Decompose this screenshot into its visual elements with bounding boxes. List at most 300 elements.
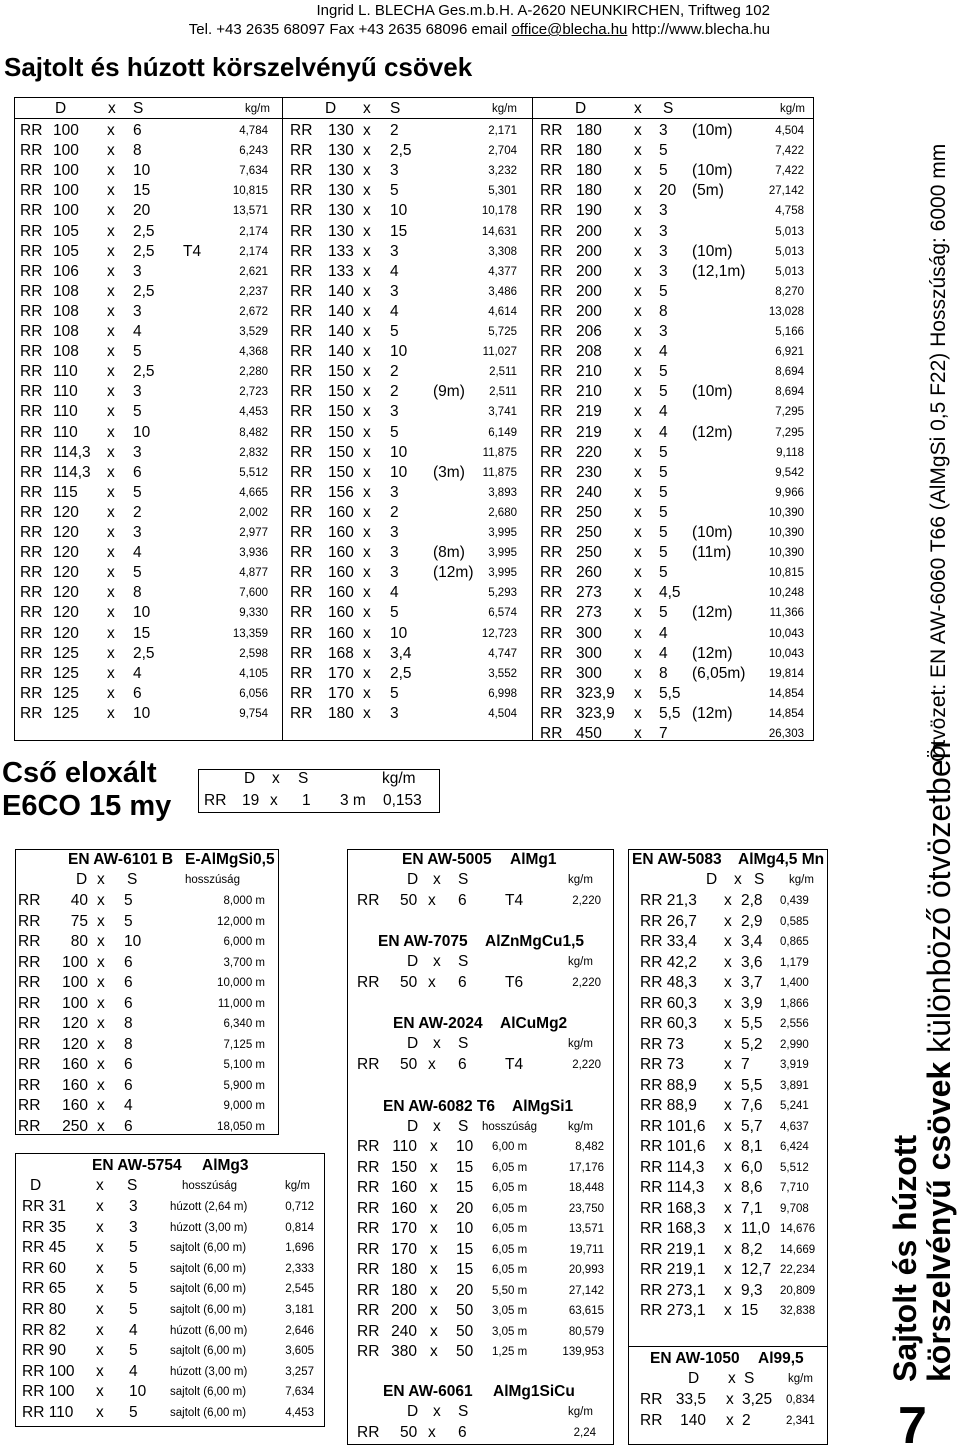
row-thickness: 8 bbox=[133, 584, 142, 602]
table-cell: x bbox=[724, 1076, 732, 1094]
row-x: x bbox=[363, 242, 371, 260]
column-header: D bbox=[407, 871, 419, 888]
row-thickness: 10 bbox=[390, 624, 408, 642]
row-prefix: RR bbox=[540, 684, 563, 702]
table-cell: 9,3 bbox=[741, 1281, 763, 1299]
row-thickness: 6 bbox=[133, 463, 142, 481]
row-weight: 9,118 bbox=[776, 446, 804, 459]
column-header: S bbox=[458, 871, 469, 888]
row-weight: 4,368 bbox=[239, 346, 268, 359]
table-cell: RR bbox=[357, 1199, 380, 1217]
row-weight: 3,529 bbox=[239, 326, 268, 338]
row-note: (12m) bbox=[692, 644, 733, 662]
table-cell: 3 bbox=[129, 1198, 138, 1215]
row-thickness: 2 bbox=[390, 503, 399, 521]
row-diameter: 120 bbox=[53, 544, 79, 562]
anodized-spec: E6CO 15 my bbox=[2, 790, 172, 822]
row-x: x bbox=[634, 182, 642, 200]
row-weight: 11,875 bbox=[482, 446, 517, 459]
table-cell: x bbox=[96, 1342, 104, 1360]
row-thickness: 3 bbox=[390, 524, 399, 541]
table-cell: RR bbox=[357, 1138, 380, 1155]
row-weight: 10,390 bbox=[768, 527, 804, 539]
row-thickness: 4 bbox=[390, 302, 399, 320]
table-cell: RR 82 bbox=[22, 1321, 66, 1339]
row-diameter: 130 bbox=[328, 122, 354, 139]
row-thickness: 3 bbox=[659, 262, 668, 280]
row-diameter: 168 bbox=[328, 644, 354, 662]
table-cell: RR 168,3 bbox=[640, 1199, 706, 1217]
table-cell: 2,556 bbox=[780, 1018, 809, 1030]
footer-title-line1: Sajtolt és húzott bbox=[887, 1134, 923, 1382]
row-weight: 2,977 bbox=[239, 527, 268, 539]
table-cell: x bbox=[430, 1179, 438, 1196]
table-cell: 0,834 bbox=[786, 1394, 815, 1406]
row-diameter: 125 bbox=[53, 644, 79, 662]
row-x: x bbox=[634, 423, 642, 441]
row-prefix: RR bbox=[540, 222, 563, 240]
row-weight: 4,665 bbox=[239, 486, 268, 499]
row-diameter: 108 bbox=[53, 302, 79, 320]
table-cell: RR bbox=[357, 1322, 380, 1340]
row-thickness: 4,5 bbox=[659, 584, 681, 602]
column-header: x bbox=[634, 100, 642, 117]
table-title: EN AW-5083 bbox=[632, 851, 722, 868]
row-weight: 7,295 bbox=[775, 406, 804, 419]
row-prefix: RR bbox=[20, 182, 43, 200]
table-cell: x bbox=[724, 1158, 732, 1176]
row-thickness: 3 bbox=[390, 544, 399, 562]
row-weight: 14,631 bbox=[481, 225, 517, 238]
row-prefix: RR bbox=[20, 483, 43, 501]
table-cell: RR 33,4 bbox=[640, 933, 697, 950]
row-weight: 5,512 bbox=[239, 466, 268, 479]
table-cell: húzott (3,00 m) bbox=[170, 1365, 248, 1378]
row-x: x bbox=[634, 323, 642, 340]
row-prefix: RR bbox=[20, 684, 43, 702]
row-prefix: RR bbox=[540, 544, 563, 562]
table-cell: 1,25 m bbox=[492, 1346, 528, 1358]
table-cell: 110 bbox=[392, 1138, 417, 1155]
row-prefix: RR bbox=[20, 443, 43, 461]
row-note: (12m) bbox=[692, 604, 733, 622]
table-cell: RR 110 bbox=[22, 1404, 74, 1421]
row-x: x bbox=[634, 302, 642, 320]
table-cell: 20,993 bbox=[568, 1264, 604, 1276]
table-cell: RR bbox=[357, 1281, 380, 1299]
table-cell: húzott (2,64 m) bbox=[170, 1201, 248, 1213]
row-thickness: 10 bbox=[390, 202, 408, 220]
table-cell: x bbox=[724, 892, 732, 909]
row-x: x bbox=[107, 503, 115, 521]
row-note: (10m) bbox=[692, 242, 733, 260]
table-cell: RR 168,3 bbox=[640, 1220, 706, 1237]
row-x: x bbox=[107, 182, 115, 200]
row-x: x bbox=[363, 222, 371, 240]
row-diameter: 150 bbox=[328, 403, 354, 421]
row-thickness: 5 bbox=[390, 604, 399, 622]
row-prefix: RR bbox=[20, 584, 43, 602]
table-cell: x bbox=[97, 1056, 105, 1073]
row-diameter: 108 bbox=[53, 282, 79, 300]
row-diameter: 206 bbox=[576, 323, 602, 340]
table-cell: RR 273,1 bbox=[640, 1281, 706, 1299]
row-x: x bbox=[107, 222, 115, 240]
table-title: EN AW-2024 bbox=[393, 1015, 483, 1032]
row-x: x bbox=[107, 282, 115, 300]
header-divider bbox=[14, 118, 814, 119]
row-thickness: 5 bbox=[390, 323, 399, 340]
table-cell: 3,6 bbox=[741, 953, 763, 971]
row-thickness: 5 bbox=[133, 343, 142, 361]
table-cell: x bbox=[96, 1218, 104, 1236]
row-note: (12,1m) bbox=[692, 262, 746, 280]
table-cell: x bbox=[430, 1343, 438, 1360]
row-thickness: 8 bbox=[659, 664, 668, 682]
table-alloy: AlZnMgCu1,5 bbox=[485, 933, 585, 950]
row-x: x bbox=[107, 604, 115, 622]
column-header: hosszúság bbox=[482, 1121, 537, 1133]
row-x: x bbox=[107, 664, 115, 682]
row-prefix: RR bbox=[290, 363, 313, 381]
row-thickness: 10 bbox=[390, 463, 408, 481]
table-cell: 6 bbox=[458, 1056, 467, 1073]
row-diameter: 210 bbox=[576, 383, 602, 401]
table-cell: 5 bbox=[129, 1280, 138, 1298]
row-weight: 10,043 bbox=[768, 627, 804, 640]
table-cell: 40 bbox=[70, 892, 88, 909]
table-cell: 1,866 bbox=[780, 997, 809, 1010]
table-cell: x bbox=[724, 912, 732, 930]
row-weight: 10,815 bbox=[768, 567, 804, 580]
row-thickness: 5 bbox=[659, 604, 668, 622]
row-weight: 2,171 bbox=[488, 125, 517, 137]
table-cell: 63,615 bbox=[568, 1305, 604, 1317]
row-prefix: RR bbox=[540, 584, 563, 602]
anodized-cell: RR bbox=[204, 792, 227, 809]
row-diameter: 106 bbox=[53, 262, 79, 280]
table-cell: 7,125 m bbox=[223, 1038, 265, 1051]
row-prefix: RR bbox=[20, 302, 43, 320]
row-diameter: 200 bbox=[576, 222, 602, 240]
table-cell: x bbox=[428, 1056, 436, 1073]
email-link[interactable]: office@blecha.hu bbox=[511, 21, 628, 38]
row-thickness: 3 bbox=[390, 483, 399, 501]
row-weight: 5,166 bbox=[775, 326, 804, 338]
table-cell: 50 bbox=[456, 1322, 474, 1340]
row-weight: 5,301 bbox=[488, 185, 517, 198]
column-header: x bbox=[433, 871, 441, 888]
row-x: x bbox=[634, 262, 642, 280]
row-weight: 19,814 bbox=[768, 667, 804, 680]
row-thickness: 4 bbox=[390, 584, 399, 602]
table-cell: 9,708 bbox=[780, 1202, 809, 1215]
row-x: x bbox=[107, 122, 115, 139]
row-x: x bbox=[634, 383, 642, 401]
row-thickness: 3 bbox=[133, 302, 142, 320]
row-weight: 27,142 bbox=[768, 185, 804, 198]
table-cell: 8,1 bbox=[741, 1138, 763, 1155]
row-thickness: 20 bbox=[659, 182, 677, 200]
row-thickness: 3 bbox=[133, 262, 142, 280]
table-cell: 2 bbox=[742, 1411, 751, 1429]
table-cell: 4 bbox=[129, 1362, 138, 1380]
table-cell: RR 48,3 bbox=[640, 974, 697, 991]
row-diameter: 150 bbox=[328, 463, 354, 481]
table-cell: 6 bbox=[458, 1424, 467, 1441]
table-cell: RR bbox=[18, 933, 41, 950]
row-thickness: 2,5 bbox=[133, 222, 155, 240]
table-cell: RR 65 bbox=[22, 1280, 66, 1298]
table-cell: RR 73 bbox=[640, 1056, 684, 1073]
row-diameter: 208 bbox=[576, 343, 602, 361]
row-diameter: 260 bbox=[576, 564, 602, 582]
table-cell: x bbox=[430, 1138, 438, 1155]
table-cell: 5,5 bbox=[741, 1015, 763, 1032]
row-prefix: RR bbox=[290, 222, 313, 240]
row-weight: 11,366 bbox=[769, 607, 804, 620]
row-note: (6,05m) bbox=[692, 664, 746, 682]
table-cell: 6,05 m bbox=[492, 1161, 528, 1174]
row-thickness: 5 bbox=[659, 363, 668, 381]
row-thickness: 2,5 bbox=[133, 644, 155, 662]
row-prefix: RR bbox=[20, 463, 43, 481]
row-weight: 3,552 bbox=[488, 667, 517, 680]
table-cell: 0,814 bbox=[285, 1221, 314, 1234]
table-cell: 140 bbox=[680, 1411, 706, 1429]
row-thickness: 3 bbox=[390, 564, 399, 582]
row-weight: 4,614 bbox=[488, 305, 517, 318]
column-header: kg/m bbox=[285, 1180, 310, 1192]
row-prefix: RR bbox=[20, 343, 43, 361]
web-link[interactable]: http://www.blecha.hu bbox=[627, 21, 770, 38]
row-thickness: 8 bbox=[133, 142, 142, 160]
row-x: x bbox=[363, 684, 371, 702]
table-cell: 3,25 bbox=[742, 1391, 773, 1408]
row-prefix: RR bbox=[20, 383, 43, 401]
row-thickness: 10 bbox=[390, 343, 408, 361]
table-cell: RR bbox=[18, 1035, 41, 1053]
row-prefix: RR bbox=[290, 644, 313, 662]
row-thickness: 3 bbox=[133, 443, 142, 461]
table-cell: RR 88,9 bbox=[640, 1097, 697, 1114]
column-header: x bbox=[272, 770, 280, 787]
row-diameter: 150 bbox=[328, 383, 354, 401]
row-prefix: RR bbox=[20, 624, 43, 642]
row-weight: 5,013 bbox=[775, 225, 804, 238]
row-thickness: 5 bbox=[133, 564, 142, 582]
table-cell: RR 114,3 bbox=[640, 1158, 705, 1176]
column-header: D bbox=[575, 100, 587, 117]
table-cell: 50 bbox=[400, 1424, 418, 1441]
table-cell: 3,919 bbox=[780, 1059, 809, 1071]
table-cell: x bbox=[724, 1097, 732, 1114]
row-thickness: 5 bbox=[390, 684, 399, 702]
row-x: x bbox=[107, 302, 115, 320]
column-header: hosszúság bbox=[185, 874, 240, 886]
row-thickness: 3 bbox=[659, 323, 668, 340]
row-diameter: 273 bbox=[576, 584, 602, 602]
table-cell: 200 bbox=[391, 1302, 417, 1319]
row-diameter: 140 bbox=[328, 302, 354, 320]
column-header: kg/m bbox=[568, 874, 593, 886]
table-cell: x bbox=[724, 1179, 732, 1196]
anodized-label: Cső eloxált bbox=[2, 757, 157, 789]
table-cell: RR 101,6 bbox=[640, 1138, 706, 1155]
row-diameter: 300 bbox=[576, 664, 602, 682]
table-alloy: AlMg1 bbox=[510, 851, 557, 868]
table-cell: x bbox=[726, 1411, 734, 1429]
row-x: x bbox=[363, 443, 371, 461]
row-x: x bbox=[363, 403, 371, 421]
table-cell: x bbox=[97, 994, 105, 1012]
row-prefix: RR bbox=[540, 604, 563, 622]
table-cell: 5 bbox=[129, 1259, 138, 1277]
row-prefix: RR bbox=[290, 142, 313, 160]
row-diameter: 125 bbox=[53, 704, 79, 722]
row-diameter: 160 bbox=[328, 624, 354, 642]
table-cell: 6,05 m bbox=[492, 1202, 528, 1215]
row-diameter: 300 bbox=[576, 624, 602, 642]
row-x: x bbox=[363, 544, 371, 562]
table-cell: 250 bbox=[62, 1117, 88, 1135]
row-thickness: 4 bbox=[390, 262, 399, 280]
table-cell: sajtolt (6,00 m) bbox=[170, 1345, 247, 1358]
row-weight: 13,359 bbox=[232, 627, 268, 640]
column-header: S bbox=[390, 100, 401, 117]
row-diameter: 273 bbox=[576, 604, 602, 622]
row-diameter: 240 bbox=[576, 483, 602, 501]
row-weight: 2,002 bbox=[239, 506, 268, 519]
table-cell: 33,5 bbox=[675, 1391, 706, 1408]
table-cell: x bbox=[724, 1199, 732, 1217]
row-prefix: RR bbox=[20, 704, 43, 722]
row-thickness: 2,5 bbox=[133, 363, 155, 381]
row-diameter: 180 bbox=[576, 122, 602, 139]
table-cell: RR bbox=[357, 1261, 380, 1278]
row-diameter: 140 bbox=[328, 282, 354, 300]
column-header: D bbox=[407, 1403, 419, 1420]
row-weight: 2,237 bbox=[239, 285, 268, 298]
column-header: kg/m bbox=[780, 103, 805, 115]
table-alloy: AlMg3 bbox=[202, 1157, 249, 1174]
table-cell: 5,2 bbox=[741, 1035, 763, 1053]
row-weight: 5,725 bbox=[488, 326, 517, 338]
table-cell: RR bbox=[357, 1302, 380, 1319]
table-title: EN AW-6082 T6 bbox=[383, 1098, 495, 1115]
row-weight: 4,784 bbox=[239, 125, 268, 137]
table-cell: 3,9 bbox=[741, 994, 763, 1012]
table-cell: x bbox=[724, 1302, 732, 1319]
row-thickness: 5 bbox=[659, 483, 668, 501]
row-prefix: RR bbox=[20, 363, 43, 381]
row-diameter: 300 bbox=[576, 644, 602, 662]
table-cell: 9,000 m bbox=[223, 1100, 265, 1112]
table-cell: x bbox=[724, 1035, 732, 1053]
row-weight: 12,723 bbox=[481, 627, 517, 640]
column-header: S bbox=[458, 1035, 469, 1052]
table-cell: 20 bbox=[456, 1281, 474, 1299]
row-thickness: 2 bbox=[390, 122, 399, 139]
row-diameter: 180 bbox=[576, 142, 602, 160]
row-diameter: 180 bbox=[328, 704, 354, 722]
row-diameter: 133 bbox=[328, 262, 354, 280]
row-prefix: RR bbox=[540, 664, 563, 682]
row-prefix: RR bbox=[540, 302, 563, 320]
table-cell: 50 bbox=[400, 892, 418, 909]
table-cell: x bbox=[96, 1198, 104, 1215]
table-cell: T6 bbox=[505, 974, 524, 991]
anodized-cell: 1 bbox=[302, 792, 311, 809]
table-cell: 8,482 bbox=[575, 1141, 604, 1153]
footer-title-line2 bbox=[922, 742, 956, 1382]
anodized-cell: 3 m bbox=[340, 792, 366, 809]
row-x: x bbox=[107, 262, 115, 280]
table-cell: x bbox=[96, 1280, 104, 1298]
column-header: D bbox=[407, 1035, 419, 1052]
row-diameter: 130 bbox=[328, 222, 354, 240]
table-cell: 6 bbox=[124, 953, 133, 971]
table-cell: 4 bbox=[129, 1321, 138, 1339]
row-prefix: RR bbox=[290, 182, 313, 200]
row-prefix: RR bbox=[290, 544, 313, 562]
column-header: x bbox=[97, 871, 105, 888]
table-cell: 8 bbox=[124, 1015, 133, 1032]
row-prefix: RR bbox=[20, 122, 43, 139]
row-x: x bbox=[363, 122, 371, 139]
table-cell: 6,05 m bbox=[492, 1223, 528, 1235]
table-cell: 6,00 m bbox=[492, 1141, 528, 1153]
table-title: EN AW-1050 bbox=[650, 1350, 740, 1367]
row-note: (9m) bbox=[433, 383, 465, 401]
row-diameter: 110 bbox=[53, 403, 78, 421]
company-line: Ingrid L. BLECHA Ges.m.b.H. A-2620 NEUNKIRCHEN, Triftweg 102 bbox=[316, 2, 770, 19]
row-prefix: RR bbox=[290, 403, 313, 421]
row-thickness: 10 bbox=[133, 604, 151, 622]
row-prefix: RR bbox=[540, 524, 563, 541]
row-prefix: RR bbox=[540, 202, 563, 220]
table-cell: 2,545 bbox=[285, 1283, 314, 1296]
row-x: x bbox=[634, 544, 642, 562]
column-header: kg/m bbox=[382, 770, 416, 787]
row-weight: 2,511 bbox=[489, 366, 517, 379]
table-cell: 180 bbox=[391, 1261, 417, 1278]
row-x: x bbox=[634, 483, 642, 501]
row-x: x bbox=[363, 463, 371, 481]
table-cell: 6,05 m bbox=[492, 1243, 528, 1256]
anodized-cell: x bbox=[270, 792, 278, 809]
divider-1050 bbox=[628, 1346, 828, 1347]
row-thickness: 3 bbox=[133, 383, 142, 401]
table-cell: 240 bbox=[391, 1322, 417, 1340]
row-thickness: 15 bbox=[390, 222, 408, 240]
row-prefix: RR bbox=[540, 142, 563, 160]
row-diameter: 105 bbox=[53, 222, 79, 240]
row-prefix: RR bbox=[290, 704, 313, 722]
row-prefix: RR bbox=[20, 423, 43, 441]
table-cell: x bbox=[724, 1240, 732, 1258]
table-cell: 7,634 bbox=[285, 1386, 314, 1399]
row-prefix: RR bbox=[290, 282, 313, 300]
table-cell: 10,000 m bbox=[217, 977, 265, 989]
row-x: x bbox=[634, 704, 642, 722]
row-thickness: 5 bbox=[133, 403, 142, 421]
row-thickness: 6 bbox=[133, 684, 142, 702]
row-diameter: 120 bbox=[53, 524, 79, 541]
row-prefix: RR bbox=[540, 443, 563, 461]
row-thickness: 3 bbox=[659, 242, 668, 260]
row-weight: 4,758 bbox=[775, 205, 804, 218]
